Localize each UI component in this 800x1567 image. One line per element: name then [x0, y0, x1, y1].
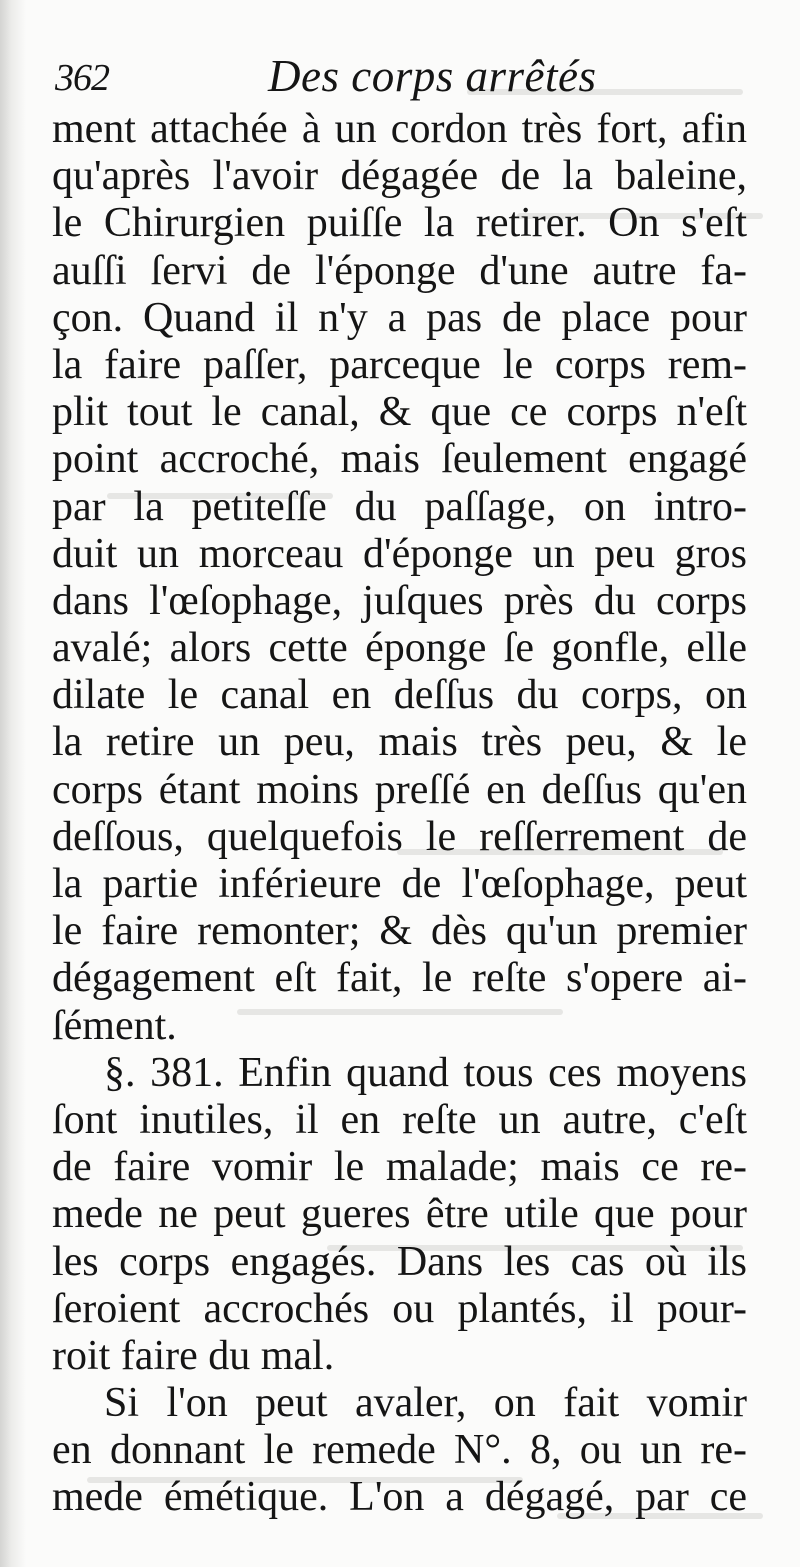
paragraph — [52, 1050, 747, 1380]
text-line: la partie inférieure de l'œſophage, peut — [52, 861, 747, 907]
text-line: en donnant le remede N°. 8, ou un re- — [52, 1427, 747, 1474]
text-line: dégagement eſt fait, le reſte s'opere ai- — [52, 955, 747, 1002]
text-line: çon. Quand il n'y a pas de place pour — [52, 294, 747, 341]
text-line: Si l'on peut avaler, on fait vomir — [104, 1380, 747, 1427]
text-line: mede émétique. L'on a dégagé, par ce — [52, 1474, 747, 1521]
text-line: de faire vomir le malade; mais ce re- — [52, 1144, 747, 1191]
paragraph — [52, 1380, 747, 1522]
page-number: 362 — [55, 57, 109, 99]
page-gutter-shadow — [0, 0, 26, 1567]
text-line: duit un morceau d'éponge un peu gros — [52, 530, 747, 577]
text-line: la retire un peu, mais très peu, & le — [52, 719, 747, 766]
text-line: point accroché, mais ſeulement engagé — [52, 436, 747, 483]
paragraph — [52, 106, 747, 1050]
text-line: par la petiteſſe du paſſage, on intro- — [52, 483, 747, 530]
running-head — [0, 46, 800, 106]
text-line: roit faire du mal. — [52, 1332, 335, 1379]
running-head-title: Des corps arrêtés — [268, 51, 597, 101]
text-line: qu'après l'avoir dégagée de la baleine, — [52, 153, 747, 200]
text-line: dans l'œſophage, juſques près du corps — [52, 577, 747, 624]
text-line: ment attachée à un cordon très fort, afin — [52, 106, 747, 152]
text-line: deſſous, quelquefois le reſſerrement de — [52, 813, 747, 860]
text-line: mede ne peut gueres être utile que pour — [52, 1191, 747, 1238]
text-line: le faire remonter; & dès qu'un premier — [52, 908, 747, 955]
text-line: plit tout le canal, & que ce corps n'eſt — [52, 389, 747, 436]
text-line: ſeroient accrochés ou plantés, il pour- — [52, 1285, 747, 1332]
text-line: les corps engagés. Dans les cas où ils — [52, 1238, 747, 1285]
body-text — [52, 106, 747, 1522]
text-line: dilate le canal en deſſus du corps, on — [52, 672, 747, 719]
text-line: ſément. — [52, 1002, 177, 1049]
text-line: le Chirurgien puiſſe la retirer. On s'eſt — [52, 200, 747, 247]
text-line: la faire paſſer, parceque le corps rem- — [52, 341, 747, 388]
text-line: auſſi ſervi de l'éponge d'une autre fa- — [52, 247, 747, 294]
text-line: avalé; alors cette éponge ſe gonfle, elle — [52, 625, 747, 672]
text-line: ſont inutiles, il en reſte un autre, c'eſt — [52, 1096, 747, 1143]
text-line: §. 381. Enfin quand tous ces moyens — [104, 1049, 747, 1096]
text-line: corps étant moins preſſé en deſſus qu'en — [52, 766, 747, 813]
